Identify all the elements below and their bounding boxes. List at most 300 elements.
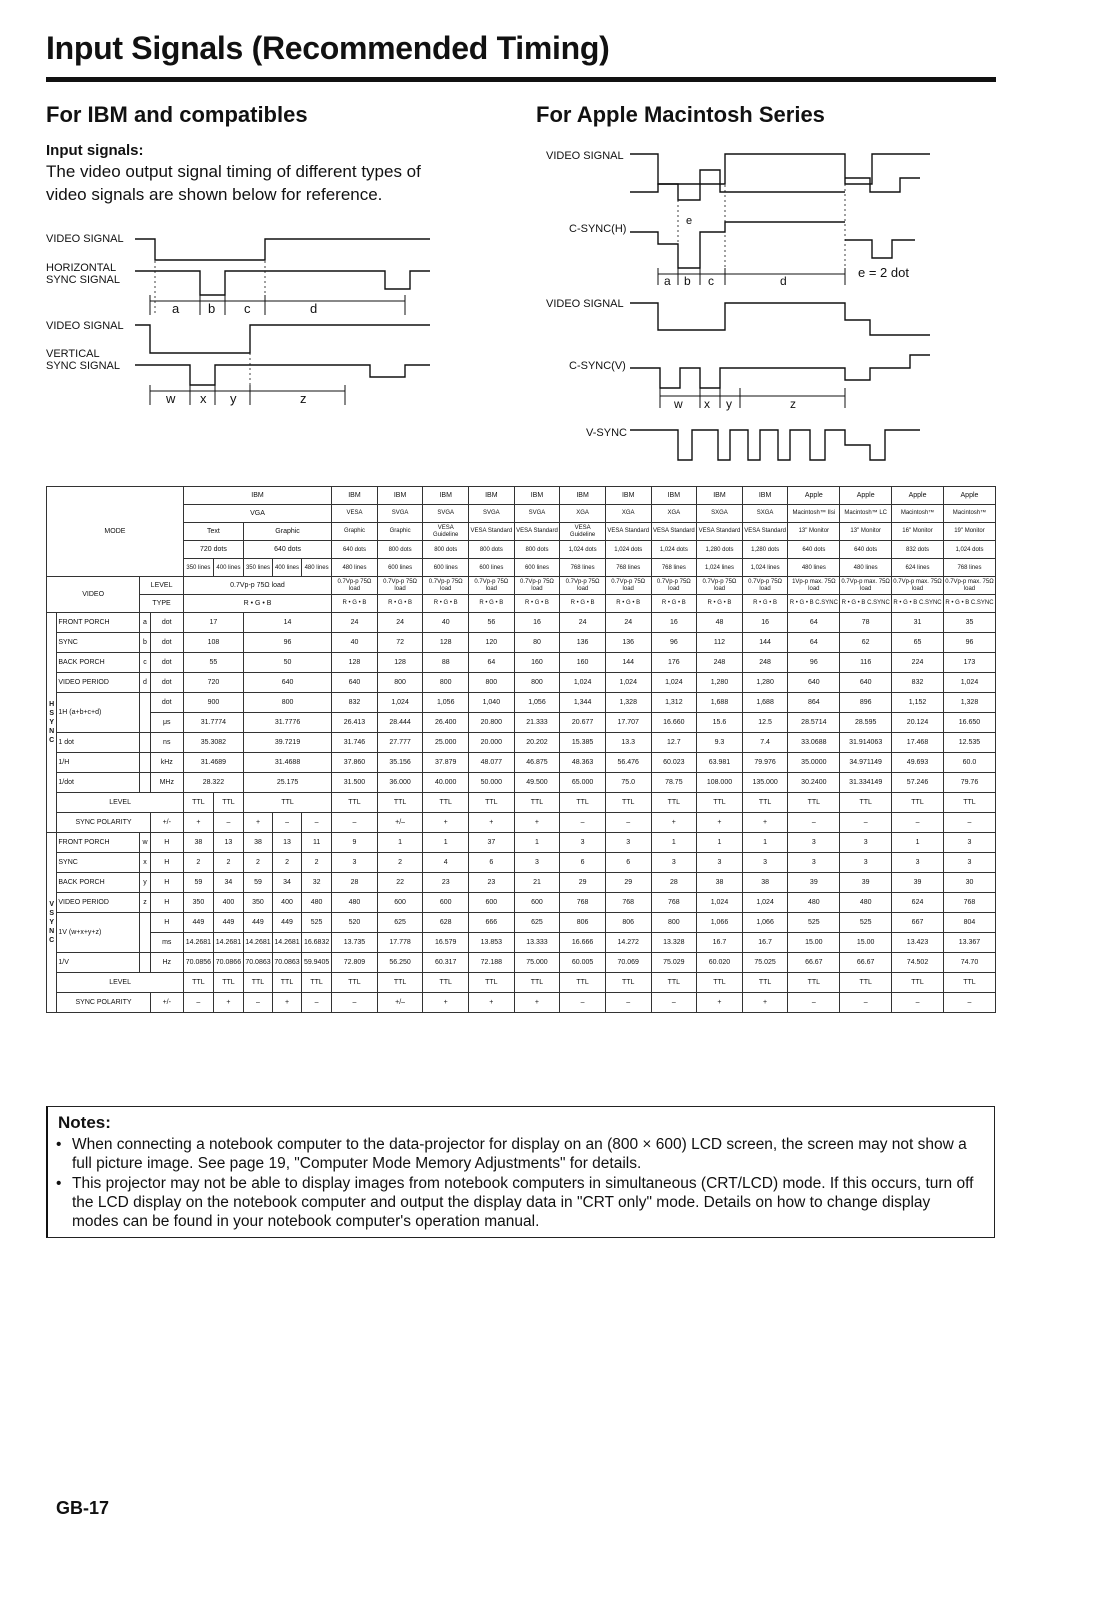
value-cell: 13.367: [943, 933, 995, 953]
video-level-label: LEVEL: [140, 577, 184, 595]
value-cell: 31.500: [332, 773, 378, 793]
row-label: BACK PORCH: [57, 873, 140, 893]
value-cell: TTL: [213, 793, 243, 813]
value-cell: 6: [560, 853, 606, 873]
variant-cell: 19" Monitor: [943, 523, 995, 541]
standard-cell: VESA: [332, 505, 378, 523]
row-unit: dot: [150, 693, 183, 713]
value-cell: –: [605, 813, 651, 833]
maker-cell: IBM: [183, 487, 331, 505]
value-cell: 806: [605, 913, 651, 933]
value-cell: 72: [377, 633, 423, 653]
apple-vvideo-wave: [630, 303, 930, 335]
value-cell: TTL: [469, 973, 515, 993]
lines-cell: 768 lines: [943, 559, 995, 577]
value-cell: 666: [469, 913, 515, 933]
value-cell: 21: [514, 873, 560, 893]
value-cell: 30.2400: [788, 773, 840, 793]
value-cell: 2: [183, 853, 213, 873]
row-unit: H: [150, 913, 183, 933]
apple-csyncv-wave: [630, 355, 930, 388]
dots-cell: 800 dots: [469, 541, 515, 559]
level-cell: 0.7Vp-p max. 75Ω load: [892, 577, 944, 595]
value-cell: 60.005: [560, 953, 606, 973]
type-cell: R • G • B C.SYNC: [840, 595, 892, 613]
maker-cell: IBM: [697, 487, 743, 505]
value-cell: 900: [183, 693, 243, 713]
value-cell: 3: [840, 833, 892, 853]
value-cell: 34: [213, 873, 243, 893]
value-cell: 64: [788, 633, 840, 653]
value-cell: 39: [892, 873, 944, 893]
value-cell: 28.5714: [788, 713, 840, 733]
value-cell: TTL: [605, 793, 651, 813]
value-cell: +/–: [377, 813, 423, 833]
value-cell: 65: [892, 633, 944, 653]
apple-csynch-label: C-SYNC(H): [569, 223, 627, 235]
lines-cell: 480 lines: [302, 559, 332, 577]
maker-cell: Apple: [788, 487, 840, 505]
value-cell: 38: [183, 833, 213, 853]
apple-csyncv-label: C-SYNC(V): [569, 360, 626, 372]
value-cell: 1,152: [892, 693, 944, 713]
value-cell: 22: [377, 873, 423, 893]
ibm-mark-x: x: [200, 391, 207, 406]
value-cell: 135.000: [742, 773, 788, 793]
value-cell: +: [273, 993, 302, 1013]
row-label: SYNC POLARITY: [57, 813, 150, 833]
video-type-label: TYPE: [140, 595, 184, 613]
value-cell: 38: [697, 873, 743, 893]
maker-cell: Apple: [943, 487, 995, 505]
value-cell: 600: [514, 893, 560, 913]
value-cell: 70.069: [605, 953, 651, 973]
value-cell: 1,024: [605, 673, 651, 693]
dots-cell: 640 dots: [332, 541, 378, 559]
value-cell: TTL: [273, 973, 302, 993]
value-cell: –: [183, 993, 213, 1013]
value-cell: TTL: [213, 973, 243, 993]
value-cell: 600: [469, 893, 515, 913]
type-cell: R • G • B: [742, 595, 788, 613]
row-label: 1V (w+x+y+z): [57, 913, 140, 953]
value-cell: 525: [788, 913, 840, 933]
value-cell: 6: [605, 853, 651, 873]
value-cell: 63.981: [697, 753, 743, 773]
value-cell: –: [840, 993, 892, 1013]
value-cell: –: [605, 993, 651, 1013]
value-cell: 23: [423, 873, 469, 893]
value-cell: 62: [840, 633, 892, 653]
value-cell: 35: [943, 613, 995, 633]
type-cell: R • G • B: [332, 595, 378, 613]
row-label: SYNC: [57, 853, 140, 873]
value-cell: –: [788, 993, 840, 1013]
lines-cell: 600 lines: [514, 559, 560, 577]
value-cell: 1: [651, 833, 697, 853]
ibm-hvideo-wave: [135, 239, 430, 260]
ibm-timing-diagram: [130, 225, 450, 410]
value-cell: 37.879: [423, 753, 469, 773]
value-cell: +/–: [377, 993, 423, 1013]
apple-mark-x: x: [704, 397, 710, 411]
apple-mark-c: c: [708, 274, 714, 288]
mode-label: MODE: [47, 487, 184, 577]
value-cell: 624: [892, 893, 944, 913]
row-unit: H: [150, 873, 183, 893]
value-cell: 1,024: [377, 693, 423, 713]
ibm-video-label-2: VIDEO SIGNAL: [46, 320, 124, 332]
value-cell: 38: [243, 833, 272, 853]
value-cell: TTL: [423, 973, 469, 993]
row-sym: w: [140, 833, 150, 853]
ibm-mark-c: c: [244, 301, 251, 316]
level-cell: 0.7Vp-p 75Ω load: [423, 577, 469, 595]
value-cell: 1,328: [605, 693, 651, 713]
value-cell: 79.976: [742, 753, 788, 773]
value-cell: 39: [788, 873, 840, 893]
value-cell: 29: [560, 873, 606, 893]
value-cell: 16: [742, 613, 788, 633]
note-item: • When connecting a notebook computer to the data-projector for display on an (800 × 600) LCD screen, the screen may not show a full picture image. See page 19, "Computer Mode Memory Adjustments" for details.: [56, 1135, 981, 1173]
value-cell: 1,056: [423, 693, 469, 713]
apple-mark-e: e: [686, 215, 693, 227]
value-cell: 625: [377, 913, 423, 933]
value-cell: 864: [788, 693, 840, 713]
value-cell: TTL: [514, 793, 560, 813]
type-cell: R • G • B: [651, 595, 697, 613]
lines-cell: 350 lines: [183, 559, 213, 577]
value-cell: 13.328: [651, 933, 697, 953]
dots-cell: 1,024 dots: [943, 541, 995, 559]
value-cell: 34: [273, 873, 302, 893]
value-cell: 14.2681: [273, 933, 302, 953]
value-cell: 48.077: [469, 753, 515, 773]
standard-cell: Macintosh™: [943, 505, 995, 523]
dots-cell: 1,024 dots: [560, 541, 606, 559]
variant-cell: Text: [183, 523, 243, 541]
row-label: 1/H: [57, 753, 140, 773]
lines-cell: 600 lines: [423, 559, 469, 577]
value-cell: 116: [840, 653, 892, 673]
type-cell: R • G • B: [183, 595, 331, 613]
apple-vsync-wave: [630, 430, 920, 460]
value-cell: 3: [788, 833, 840, 853]
value-cell: TTL: [788, 973, 840, 993]
value-cell: 33.0688: [788, 733, 840, 753]
row-sym: d: [140, 673, 150, 693]
value-cell: 13: [273, 833, 302, 853]
value-cell: 640: [243, 673, 331, 693]
value-cell: 832: [892, 673, 944, 693]
value-cell: +: [651, 813, 697, 833]
value-cell: +: [742, 813, 788, 833]
value-cell: 96: [243, 633, 331, 653]
value-cell: 176: [651, 653, 697, 673]
value-cell: 12.7: [651, 733, 697, 753]
value-cell: +: [243, 813, 272, 833]
row-sym: [140, 693, 150, 733]
value-cell: 896: [840, 693, 892, 713]
apple-e-note: e = 2 dot: [858, 265, 909, 280]
row-label: SYNC POLARITY: [57, 993, 150, 1013]
row-label: 1 dot: [57, 733, 140, 753]
value-cell: 3: [840, 853, 892, 873]
level-cell: 0.7Vp-p 75Ω load: [332, 577, 378, 595]
level-cell: 0.7Vp-p max. 75Ω load: [943, 577, 995, 595]
dots-cell: 800 dots: [514, 541, 560, 559]
value-cell: 29: [605, 873, 651, 893]
value-cell: 480: [840, 893, 892, 913]
value-cell: 75.025: [742, 953, 788, 973]
value-cell: 804: [943, 913, 995, 933]
maker-cell: IBM: [377, 487, 423, 505]
row-unit: μs: [150, 713, 183, 733]
value-cell: TTL: [943, 973, 995, 993]
value-cell: 16.579: [423, 933, 469, 953]
value-cell: +: [469, 993, 515, 1013]
value-cell: 28.444: [377, 713, 423, 733]
standard-cell: SVGA: [423, 505, 469, 523]
value-cell: 70.0863: [273, 953, 302, 973]
row-label: VIDEO PERIOD: [57, 673, 140, 693]
apple-mark-b: b: [684, 274, 691, 288]
value-cell: 88: [423, 653, 469, 673]
value-cell: 449: [273, 913, 302, 933]
value-cell: 3: [788, 853, 840, 873]
standard-cell: XGA: [605, 505, 651, 523]
value-cell: 1,688: [697, 693, 743, 713]
value-cell: 40: [423, 613, 469, 633]
value-cell: 449: [183, 913, 213, 933]
notes-list: [56, 1135, 981, 1232]
level-cell: 0.7Vp-p 75Ω load: [377, 577, 423, 595]
value-cell: 80: [514, 633, 560, 653]
ibm-mark-y: y: [230, 391, 237, 406]
row-sym: [140, 753, 150, 773]
value-cell: 26.413: [332, 713, 378, 733]
ibm-vvideo-wave: [135, 325, 430, 353]
value-cell: 625: [514, 913, 560, 933]
notes-title: Notes:: [58, 1113, 111, 1132]
value-cell: 96: [788, 653, 840, 673]
value-cell: 49.500: [514, 773, 560, 793]
apple-vsync-label: V-SYNC: [586, 427, 627, 439]
value-cell: 1,024: [943, 673, 995, 693]
value-cell: TTL: [560, 973, 606, 993]
row-unit: dot: [150, 613, 183, 633]
value-cell: 35.3082: [183, 733, 243, 753]
value-cell: 13.735: [332, 933, 378, 953]
standard-cell: SVGA: [377, 505, 423, 523]
value-cell: 806: [560, 913, 606, 933]
lines-cell: 1,024 lines: [742, 559, 788, 577]
value-cell: +: [423, 993, 469, 1013]
level-cell: 1Vp-p max. 75Ω load: [788, 577, 840, 595]
value-cell: 96: [651, 633, 697, 653]
value-cell: 24: [605, 613, 651, 633]
value-cell: 56.476: [605, 753, 651, 773]
value-cell: 667: [892, 913, 944, 933]
video-label: VIDEO: [47, 577, 140, 613]
value-cell: 1,066: [697, 913, 743, 933]
apple-mark-a: a: [664, 274, 671, 288]
value-cell: 60.317: [423, 953, 469, 973]
standard-cell: XGA: [651, 505, 697, 523]
value-cell: 1,328: [943, 693, 995, 713]
value-cell: 1: [892, 833, 944, 853]
value-cell: 3: [892, 853, 944, 873]
value-cell: 108: [183, 633, 243, 653]
value-cell: 1,024: [560, 673, 606, 693]
maker-cell: IBM: [332, 487, 378, 505]
value-cell: TTL: [377, 973, 423, 993]
row-sym: z: [140, 893, 150, 913]
value-cell: 14.272: [605, 933, 651, 953]
apple-mark-w: w: [674, 397, 683, 411]
value-cell: 96: [943, 633, 995, 653]
standard-cell: SVGA: [514, 505, 560, 523]
value-cell: 74.502: [892, 953, 944, 973]
value-cell: TTL: [243, 973, 272, 993]
ibm-intro: The video output signal timing of different types of video signals are shown below for reference.: [46, 162, 421, 204]
value-cell: 15.00: [788, 933, 840, 953]
value-cell: 48.363: [560, 753, 606, 773]
value-cell: 15.00: [840, 933, 892, 953]
dots-cell: 1,024 dots: [605, 541, 651, 559]
level-cell: 0.7Vp-p 75Ω load: [183, 577, 331, 595]
value-cell: 3: [651, 853, 697, 873]
ibm-subheading: Input signals:: [46, 142, 144, 159]
variant-cell: Graphic: [377, 523, 423, 541]
value-cell: 30: [943, 873, 995, 893]
value-cell: 248: [742, 653, 788, 673]
value-cell: +: [742, 993, 788, 1013]
type-cell: R • G • B: [560, 595, 606, 613]
maker-cell: IBM: [469, 487, 515, 505]
value-cell: –: [943, 993, 995, 1013]
row-unit: dot: [150, 633, 183, 653]
value-cell: 640: [788, 673, 840, 693]
value-cell: 57.246: [892, 773, 944, 793]
value-cell: 60.0: [943, 753, 995, 773]
ibm-heading: For IBM and compatibles: [46, 102, 308, 127]
value-cell: 17.468: [892, 733, 944, 753]
apple-mark-y: y: [726, 397, 732, 411]
value-cell: 13.333: [514, 933, 560, 953]
value-cell: 32: [302, 873, 332, 893]
value-cell: 74.70: [943, 953, 995, 973]
value-cell: 14.2681: [213, 933, 243, 953]
value-cell: TTL: [423, 793, 469, 813]
value-cell: –: [892, 813, 944, 833]
value-cell: 3: [560, 833, 606, 853]
row-sym: [140, 773, 150, 793]
ibm-video-label-1: VIDEO SIGNAL: [46, 233, 124, 245]
value-cell: 112: [697, 633, 743, 653]
value-cell: 9: [332, 833, 378, 853]
value-cell: 46.875: [514, 753, 560, 773]
maker-cell: IBM: [560, 487, 606, 505]
value-cell: 160: [560, 653, 606, 673]
vsync-group-label: V S Y N C: [47, 833, 57, 1013]
notes-box: [46, 1106, 995, 1238]
ibm-mark-z: z: [300, 391, 307, 406]
value-cell: 66.67: [788, 953, 840, 973]
value-cell: –: [892, 993, 944, 1013]
timing-table: [46, 486, 996, 1013]
standard-cell: VGA: [183, 505, 331, 523]
variant-cell: VESA Guideline: [423, 523, 469, 541]
type-cell: R • G • B C.SYNC: [788, 595, 840, 613]
maker-cell: IBM: [605, 487, 651, 505]
lines-cell: 400 lines: [273, 559, 302, 577]
value-cell: 2: [377, 853, 423, 873]
dots-cell: 640 dots: [243, 541, 331, 559]
value-cell: TTL: [840, 793, 892, 813]
value-cell: 1: [377, 833, 423, 853]
value-cell: 108.000: [697, 773, 743, 793]
standard-cell: SXGA: [742, 505, 788, 523]
value-cell: 16.650: [943, 713, 995, 733]
note-item: • This projector may not be able to display images from notebook computers in simultaneous (CRT/LCD) mode. If this occurs, turn off the LCD display on the notebook computer and output the display data in "CRT only" mode. Details on how to change display modes can be found in your notebook computer's operation manual.: [56, 1174, 981, 1231]
row-sym: c: [140, 653, 150, 673]
value-cell: –: [243, 993, 272, 1013]
dots-cell: 640 dots: [788, 541, 840, 559]
value-cell: 800: [243, 693, 331, 713]
value-cell: 78.75: [651, 773, 697, 793]
lines-cell: 768 lines: [605, 559, 651, 577]
value-cell: 20.800: [469, 713, 515, 733]
value-cell: 16: [514, 613, 560, 633]
value-cell: 38: [742, 873, 788, 893]
value-cell: 173: [943, 653, 995, 673]
value-cell: 1,024: [697, 893, 743, 913]
value-cell: –: [332, 813, 378, 833]
value-cell: 28: [651, 873, 697, 893]
value-cell: 15.385: [560, 733, 606, 753]
value-cell: 144: [605, 653, 651, 673]
type-cell: R • G • B: [423, 595, 469, 613]
maker-cell: IBM: [514, 487, 560, 505]
value-cell: 768: [943, 893, 995, 913]
row-label: BACK PORCH: [57, 653, 140, 673]
value-cell: 449: [213, 913, 243, 933]
value-cell: 31.334149: [840, 773, 892, 793]
ibm-mark-a: a: [172, 301, 180, 316]
value-cell: 72.809: [332, 953, 378, 973]
row-unit: H: [150, 893, 183, 913]
value-cell: TTL: [605, 973, 651, 993]
value-cell: 1: [742, 833, 788, 853]
lines-cell: 480 lines: [788, 559, 840, 577]
apple-video-label-2: VIDEO SIGNAL: [546, 298, 624, 310]
apple-video-label-1: VIDEO SIGNAL: [546, 150, 624, 162]
value-cell: 25.175: [243, 773, 331, 793]
value-cell: 800: [377, 673, 423, 693]
value-cell: 48: [697, 613, 743, 633]
value-cell: 17.778: [377, 933, 423, 953]
row-label: VIDEO PERIOD: [57, 893, 140, 913]
value-cell: 7.4: [742, 733, 788, 753]
page-number: GB-17: [56, 1498, 110, 1518]
value-cell: 31.7776: [243, 713, 331, 733]
value-cell: 25.000: [423, 733, 469, 753]
value-cell: 3: [697, 853, 743, 873]
row-sym: [140, 913, 150, 953]
standard-cell: XGA: [560, 505, 606, 523]
value-cell: 35.0000: [788, 753, 840, 773]
